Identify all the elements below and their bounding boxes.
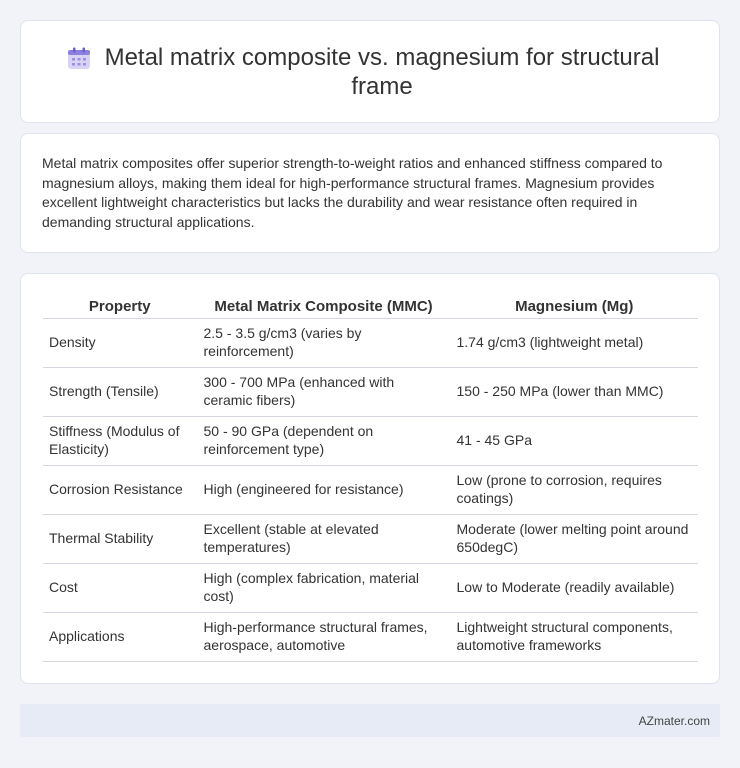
page-title: Metal matrix composite vs. magnesium for structural frame bbox=[104, 43, 660, 100]
title-card bbox=[20, 20, 720, 123]
footer-brand[interactable]: AZmater.com bbox=[638, 714, 710, 728]
magnesium-cell: Lightweight structural components, automotive frameworks bbox=[450, 612, 698, 661]
mmc-cell: High (engineered for resistance) bbox=[197, 465, 450, 514]
property-cell: Stiffness (Modulus of Elasticity) bbox=[43, 416, 197, 465]
property-cell: Corrosion Resistance bbox=[43, 465, 197, 514]
mmc-cell: 2.5 - 3.5 g/cm3 (varies by reinforcement) bbox=[197, 318, 450, 367]
table-row bbox=[43, 465, 698, 514]
table-row bbox=[43, 612, 698, 661]
magnesium-cell: Moderate (lower melting point around 650degC) bbox=[450, 514, 698, 563]
header-mmc: Metal Matrix Composite (MMC) bbox=[197, 292, 450, 318]
property-cell: Applications bbox=[43, 612, 197, 661]
table-row bbox=[43, 318, 698, 367]
table-row bbox=[43, 514, 698, 563]
footer-bar bbox=[20, 704, 720, 737]
magnesium-cell: 41 - 45 GPa bbox=[450, 416, 698, 465]
header-magnesium: Magnesium (Mg) bbox=[450, 292, 698, 318]
property-cell: Strength (Tensile) bbox=[43, 367, 197, 416]
mmc-cell: 300 - 700 MPa (enhanced with ceramic fibers) bbox=[197, 367, 450, 416]
magnesium-cell: 150 - 250 MPa (lower than MMC) bbox=[450, 367, 698, 416]
intro-card bbox=[20, 133, 720, 253]
property-cell: Cost bbox=[43, 563, 197, 612]
mmc-cell: High-performance structural frames, aerospace, automotive bbox=[197, 612, 450, 661]
comparison-table-card bbox=[20, 273, 720, 684]
magnesium-cell: Low to Moderate (readily available) bbox=[450, 563, 698, 612]
table-row bbox=[43, 416, 698, 465]
table-row bbox=[43, 563, 698, 612]
magnesium-cell: Low (prone to corrosion, requires coatings) bbox=[450, 465, 698, 514]
mmc-cell: Excellent (stable at elevated temperatures) bbox=[197, 514, 450, 563]
property-cell: Density bbox=[43, 318, 197, 367]
table-header-row bbox=[43, 292, 698, 318]
header-property: Property bbox=[43, 292, 197, 318]
table-row bbox=[43, 367, 698, 416]
mmc-cell: 50 - 90 GPa (dependent on reinforcement type) bbox=[197, 416, 450, 465]
magnesium-cell: 1.74 g/cm3 (lightweight metal) bbox=[450, 318, 698, 367]
comparison-table bbox=[43, 292, 698, 662]
intro-paragraph: Metal matrix composites offer superior strength-to-weight ratios and enhanced stiffness compared to magnesium alloys, making them ideal for high-performance structural frames. Magnesium provides excellent lightweight characteristics but lacks the durability and wear resistance often required in demanding structural applications. bbox=[42, 155, 663, 230]
mmc-cell: High (complex fabrication, material cost) bbox=[197, 563, 450, 612]
property-cell: Thermal Stability bbox=[43, 514, 197, 563]
